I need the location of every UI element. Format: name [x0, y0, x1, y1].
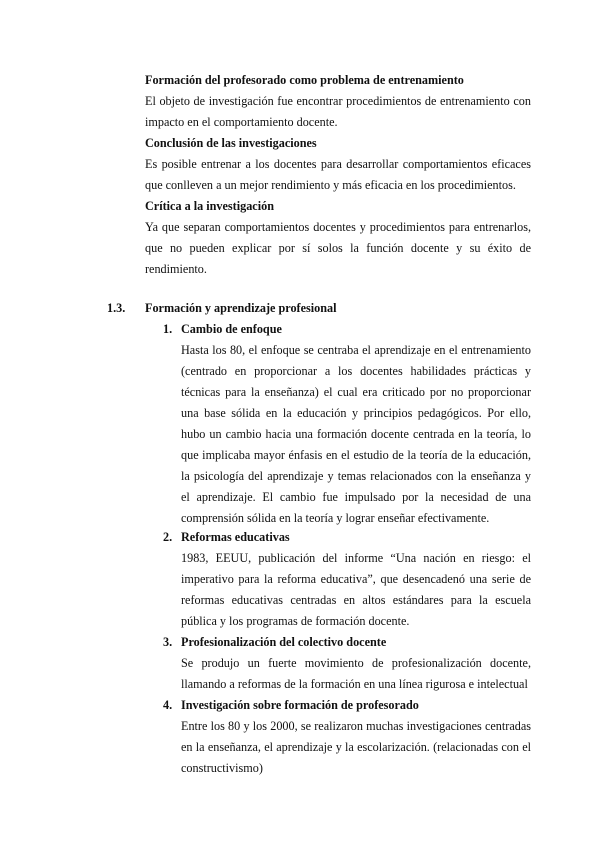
list-item-heading: Cambio de enfoque: [181, 322, 282, 336]
list-item-body: 1983, EEUU, publicación del informe “Una nación en riesgo: el imperativo para la reforma educativa”, que desencadenó una serie de reformas educativas centradas en altos estándares para la escuela pública y los programas de formación docente.: [181, 551, 531, 628]
list-item-body: Se produjo un fuerte movimiento de profesionalización docente, llamando a reformas de la formación en una línea rigurosa e intelectual: [181, 656, 531, 691]
section-body-training-problem: El objeto de investigación fue encontrar procedimientos de entrenamiento con impacto en el comportamiento docente.: [145, 94, 531, 129]
list-item-number: 1.: [163, 322, 173, 336]
chapter-title: Formación y aprendizaje profesional: [145, 301, 337, 315]
section-heading-critique: Crítica a la investigación: [145, 199, 274, 213]
section-heading-conclusion: Conclusión de las investigaciones: [145, 136, 317, 150]
list-item-number: 2.: [163, 530, 173, 544]
section-body-critique: Ya que separan comportamientos docentes y procedimientos para entrenarlos, que no pueden explicar por sí solos la función docente y su éxito de rendimiento.: [145, 220, 531, 276]
list-item-number: 3.: [163, 635, 173, 649]
list-item-body: Entre los 80 y los 2000, se realizaron muchas investigaciones centradas en la enseñanza, el aprendizaje y la escolarización. (relacionadas con el constructivismo): [181, 719, 531, 775]
list-item-body: Hasta los 80, el enfoque se centraba el aprendizaje en el entrenamiento (centrado en proporcionar a los docentes habilidades prácticas y técnicas para la enseñanza) el cual era criticado por no proporcionar una base sólida en la educación y principios pedagógicos. Por ello, hubo un cambio hacia una formación docente centrada en la teoría, lo que implicaba mayor énfasis en el estudio de la teoría de la educación, la psicología del aprendizaje y temas relacionados con la enseñanza y el aprendizaje. El cambio fue impulsado por la necesidad de una comprensión sólida en la teoría y lograr enseñar efectivamente.: [181, 343, 531, 525]
list-item-number: 4.: [163, 698, 173, 712]
list-item-heading: Profesionalización del colectivo docente: [181, 635, 387, 649]
section-body-conclusion: Es posible entrenar a los docentes para desarrollar comportamientos eficaces que conlleven a un mejor rendimiento y más eficacia en los procedimientos.: [145, 157, 531, 192]
section-heading-training-problem: Formación del profesorado como problema de entrenamiento: [145, 73, 464, 87]
list-item-heading: Investigación sobre formación de profesorado: [181, 698, 419, 712]
chapter-number: 1.3.: [107, 301, 126, 315]
list-item-heading: Reformas educativas: [181, 530, 290, 544]
